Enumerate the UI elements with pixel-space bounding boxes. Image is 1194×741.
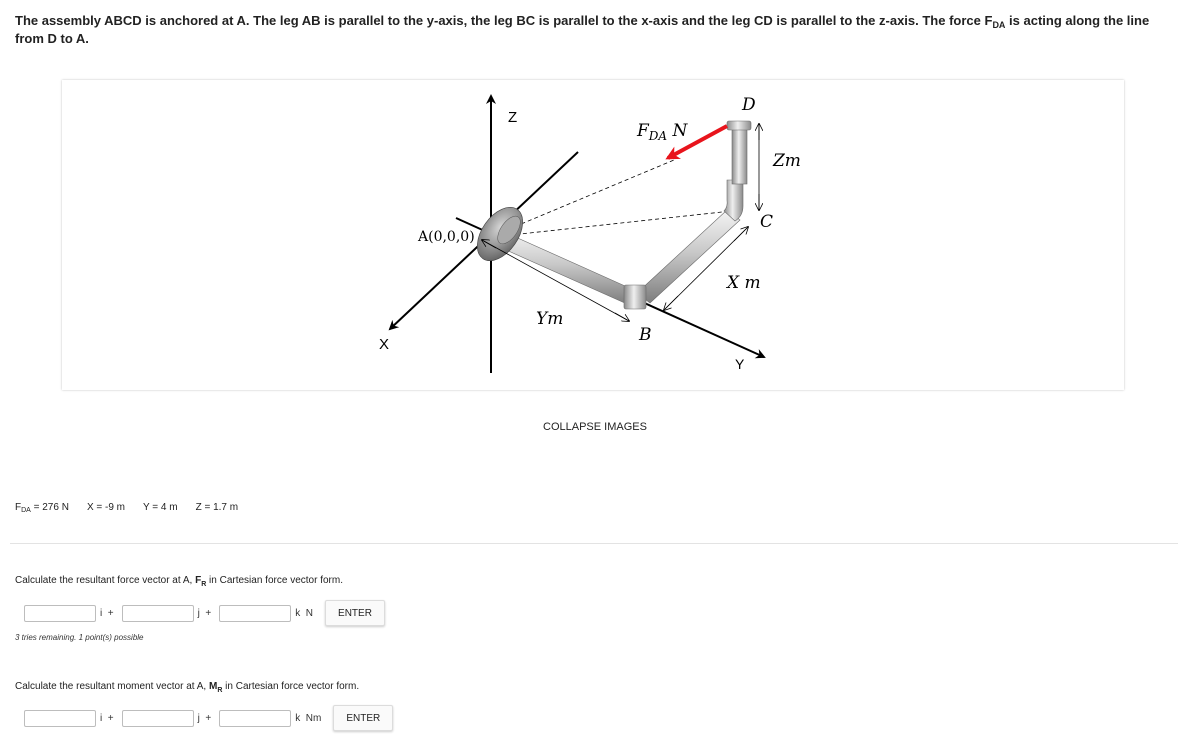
force-answer-row xyxy=(24,600,385,626)
force-i-input[interactable] xyxy=(24,605,96,622)
xm-dimension-label: X m xyxy=(727,273,761,293)
pipe-BC xyxy=(637,210,740,303)
collapse-images-button[interactable]: COLLAPSE IMAGES xyxy=(543,421,647,433)
moment-enter-button[interactable]: ENTER xyxy=(333,705,393,731)
moment-j-label: j + xyxy=(197,712,212,724)
point-B-label: B xyxy=(639,325,652,345)
figure-panel xyxy=(62,80,1124,390)
zm-dimension-label: Zm xyxy=(773,151,801,171)
y-axis-label: Y xyxy=(735,356,745,372)
question-moment: Calculate the resultant moment vector at A, $M_R$ in Cartesian force vector form. xyxy=(15,681,360,694)
given-y: Y = 4 m xyxy=(143,502,178,513)
force-j-input[interactable] xyxy=(122,605,194,622)
cap-D xyxy=(727,121,751,130)
point-A-label: A(0,0,0) xyxy=(418,229,475,245)
pipe-CD xyxy=(732,128,747,184)
moment-k-input[interactable] xyxy=(219,710,291,727)
problem-statement xyxy=(15,14,1175,46)
given-values xyxy=(15,502,238,514)
point-D-label: D xyxy=(742,95,756,115)
force-j-label: j + xyxy=(197,607,212,619)
section-divider xyxy=(10,543,1178,544)
given-x: X = -9 m xyxy=(86,502,126,513)
problem-text-end: is acting along the line from D to A. xyxy=(15,13,1150,46)
given-z: Z = 1.7 m xyxy=(195,502,239,513)
z-axis-label: Z xyxy=(508,109,518,126)
moment-j-input[interactable] xyxy=(122,710,194,727)
force-label: $F_{DA}$ N xyxy=(637,121,688,143)
moment-i-label: i + xyxy=(100,712,114,724)
problem-text-start: The assembly ABCD is anchored at A. The leg AB is parallel to the y-axis, the leg BC is parallel to the x-axis and the leg CD is parallel to the z-axis. The force xyxy=(15,13,985,28)
question-force: Calculate the resultant force vector at A, $F_R$ in Cartesian force vector form. xyxy=(15,575,343,588)
x-axis-label: X xyxy=(379,336,390,353)
dashed-line-AD xyxy=(502,160,674,232)
force-enter-button[interactable]: ENTER xyxy=(325,600,385,626)
given-force: $F_{DA} = 276$ N xyxy=(15,502,69,514)
force-k-input[interactable] xyxy=(219,605,291,622)
force-symbol: $F_{DA}$ xyxy=(984,13,1006,30)
point-C-label: C xyxy=(760,212,774,232)
tries-remaining: 3 tries remaining. 1 point(s) possible xyxy=(15,633,144,642)
assembly-diagram xyxy=(62,80,1124,390)
moment-answer-row xyxy=(24,705,393,731)
force-k-label: k N xyxy=(295,607,314,619)
dashed-line-AC xyxy=(502,212,722,236)
ym-dimension-label: Ym xyxy=(536,309,564,329)
force-i-label: i + xyxy=(100,607,114,619)
elbow-B xyxy=(624,285,646,309)
moment-i-input[interactable] xyxy=(24,710,96,727)
moment-k-label: k Nm xyxy=(295,712,322,724)
